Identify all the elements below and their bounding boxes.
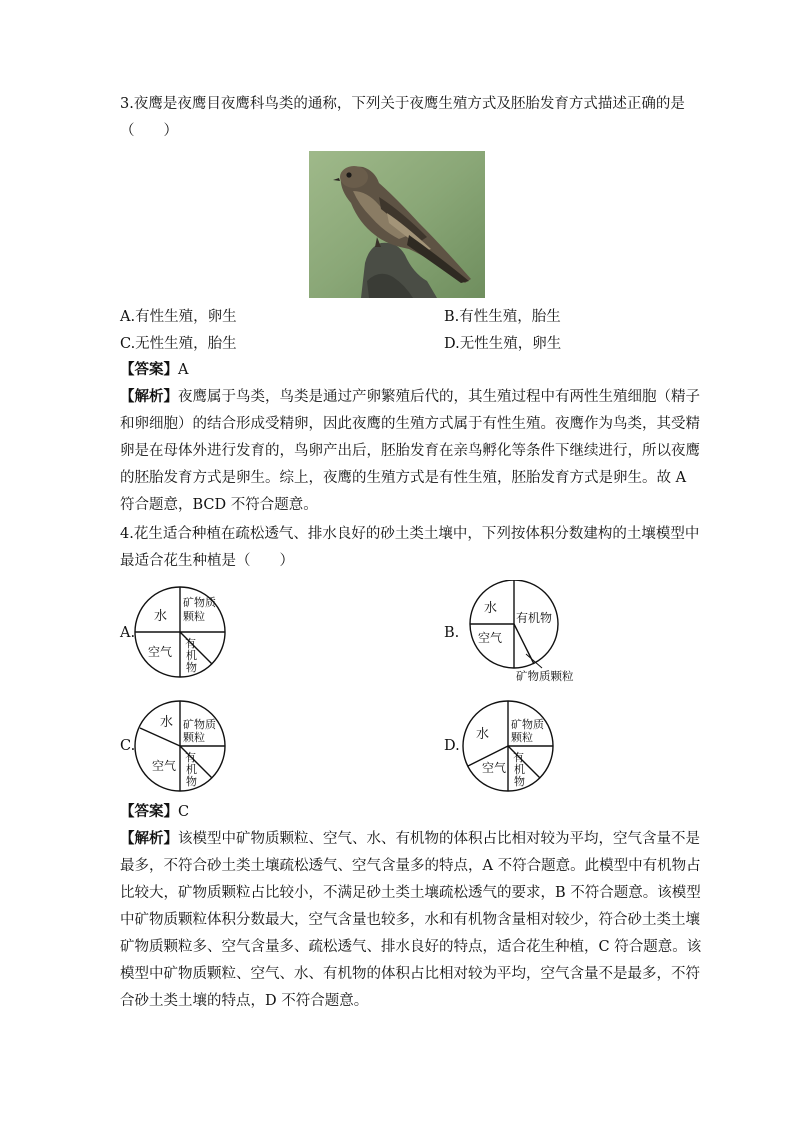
q4-analysis-line4: 中矿物质颗粒体积分数最大，空气含量也较多，水和有机物含量相对较少，符合砂土类土壤 bbox=[120, 912, 700, 928]
label-air: 空气 bbox=[478, 631, 503, 645]
diagram-d-letter[interactable]: D. bbox=[444, 738, 460, 754]
label-mineral: 矿物质颗粒 bbox=[516, 669, 574, 683]
label-organic-1: 有 bbox=[185, 751, 196, 764]
q4-analysis-line5: 矿物质颗粒多、空气含量多、疏松透气、排水良好的特点，适合花生种植，C 符合题意。该 bbox=[120, 939, 702, 955]
q3-answer bbox=[120, 360, 188, 380]
analysis-text: 该模型中矿物质颗粒、空气、水、有机物的体积占比相对较为平均，空气含量不是 bbox=[178, 831, 700, 847]
label-air: 空气 bbox=[152, 759, 177, 773]
label-organic-1: 有 bbox=[513, 751, 524, 764]
label-air: 空气 bbox=[482, 761, 507, 775]
answer-value: C bbox=[178, 804, 190, 820]
q3-analysis-line3: 卵是在母体外进行发育的，鸟卵产出后，胚胎发育在亲鸟孵化等条件下继续进行，所以夜鹰 bbox=[120, 443, 700, 459]
analysis-tag: 【解析】 bbox=[120, 388, 178, 405]
label-mineral-2: 颗粒 bbox=[511, 731, 533, 744]
label-mineral-2: 颗粒 bbox=[183, 610, 205, 623]
label-organic: 有机物 bbox=[516, 611, 553, 625]
q3-analysis-line4: 的胚胎发育方式是卵生。综上，夜鹰的生殖方式是有性生殖，胚胎发育方式是卵生。故 A bbox=[120, 470, 687, 486]
nightjar-photo bbox=[309, 151, 485, 298]
answer-value: A bbox=[178, 362, 189, 378]
analysis-tag: 【解析】 bbox=[120, 830, 178, 847]
q3-option-c[interactable]: C.无性生殖，胎生 bbox=[120, 336, 237, 352]
q4-stem-line1: 4.花生适合种植在疏松透气、排水良好的砂土类土壤中，下列按体积分数建构的土壤模型中 bbox=[120, 526, 700, 542]
label-organic-2: 机 bbox=[186, 649, 197, 662]
q3-analysis-line2: 和卵细胞）的结合形成受精卵，因此夜鹰的生殖方式属于有性生殖。夜鹰作为鸟类，其受精 bbox=[120, 416, 700, 432]
answer-tag: 【答案】 bbox=[120, 361, 178, 378]
label-organic-3: 物 bbox=[514, 775, 525, 788]
label-organic-3: 物 bbox=[186, 661, 197, 674]
label-water: 水 bbox=[476, 727, 490, 742]
q4-analysis-line2: 最多，不符合砂土类土壤疏松透气、空气含量多的特点，A 不符合题意。此模型中有机物占 bbox=[120, 858, 701, 874]
diagram-a-letter[interactable]: A. bbox=[120, 625, 136, 641]
label-organic-3: 物 bbox=[186, 775, 197, 788]
soil-diagram-a[interactable] bbox=[128, 586, 230, 678]
label-mineral-1: 矿物质 bbox=[183, 718, 216, 731]
label-air: 空气 bbox=[148, 645, 173, 659]
q3-analysis-line5: 符合题意，BCD 不符合题意。 bbox=[120, 497, 318, 513]
soil-diagram-c[interactable] bbox=[128, 700, 230, 792]
q3-stem-line1: 3.夜鹰是夜鹰目夜鹰科鸟类的通称，下列关于夜鹰生殖方式及胚胎发育方式描述正确的是 bbox=[120, 96, 685, 112]
label-water: 水 bbox=[484, 601, 498, 616]
analysis-text: 夜鹰属于鸟类，鸟类是通过产卵繁殖后代的，其生殖过程中有两性生殖细胞（精子 bbox=[178, 389, 700, 405]
q4-analysis-line7: 合砂土类土壤的特点，D 不符合题意。 bbox=[120, 993, 369, 1009]
q3-option-d[interactable]: D.无性生殖，卵生 bbox=[444, 336, 562, 352]
label-mineral-2: 颗粒 bbox=[183, 731, 205, 744]
label-mineral-1: 矿物质 bbox=[511, 718, 544, 731]
diagram-c-letter[interactable]: C. bbox=[120, 738, 136, 754]
q4-analysis-line3: 比较大，矿物质颗粒占比较小，不满足砂土类土壤疏松透气的要求，B 不符合题意。该模型 bbox=[120, 885, 701, 901]
q4-answer bbox=[120, 802, 189, 822]
answer-tag: 【答案】 bbox=[120, 803, 178, 820]
q3-stem-line2: （ ） bbox=[120, 123, 178, 139]
q3-analysis-line1 bbox=[120, 387, 700, 407]
diagram-b-letter[interactable]: B. bbox=[444, 625, 460, 641]
q4-stem-line2: 最适合花生种植是（ ） bbox=[120, 553, 294, 569]
label-organic-2: 机 bbox=[186, 763, 197, 776]
q3-option-b[interactable]: B.有性生殖，胎生 bbox=[444, 309, 561, 325]
label-water: 水 bbox=[160, 715, 174, 730]
label-mineral-1: 矿物质 bbox=[183, 596, 216, 609]
label-water: 水 bbox=[154, 609, 168, 624]
label-organic-2: 机 bbox=[514, 763, 525, 776]
label-organic-1: 有 bbox=[185, 637, 196, 650]
q4-analysis-line1 bbox=[120, 829, 700, 849]
soil-diagram-b[interactable] bbox=[462, 580, 588, 688]
q4-analysis-line6: 模型中矿物质颗粒、空气、水、有机物的体积占比相对较为平均，空气含量不是最多，不符 bbox=[120, 966, 700, 982]
soil-diagram-d[interactable] bbox=[456, 700, 558, 792]
q3-option-a[interactable]: A.有性生殖，卵生 bbox=[120, 309, 237, 325]
